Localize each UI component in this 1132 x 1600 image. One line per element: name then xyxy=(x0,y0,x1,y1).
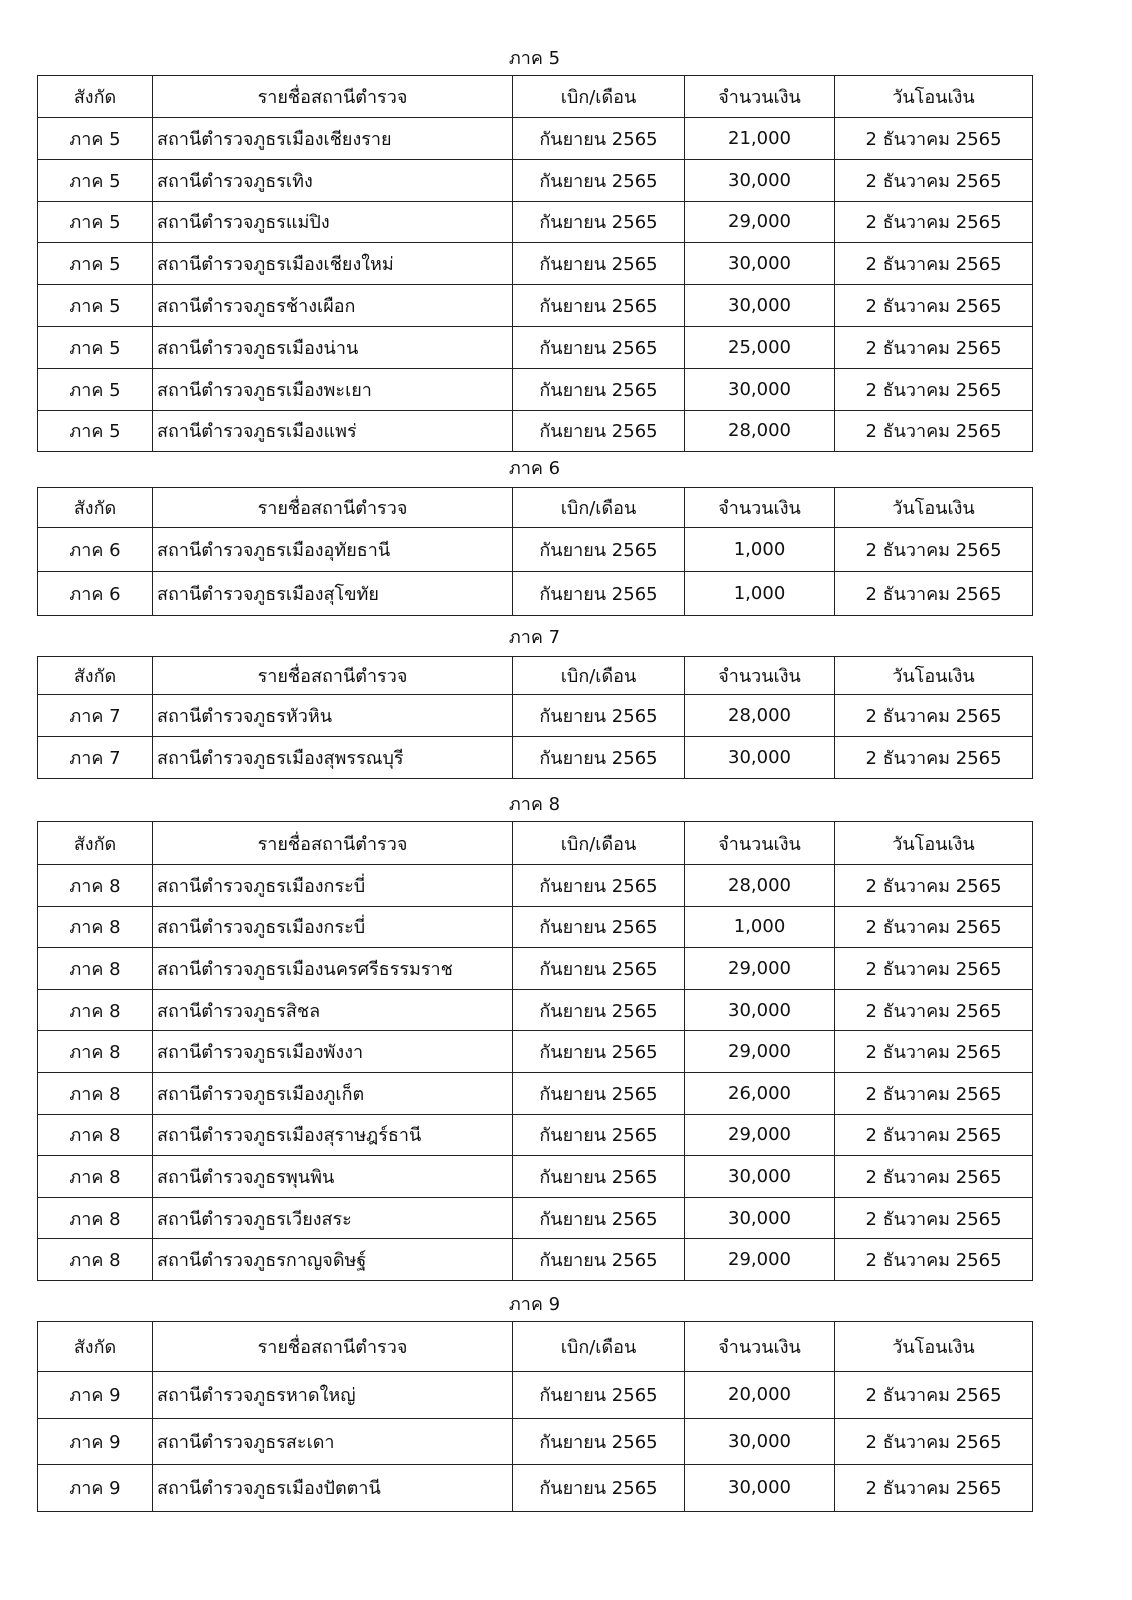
cell-month: กันยายน 2565 xyxy=(513,572,685,616)
header-station: รายชื่อสถานีตำรวจ xyxy=(153,822,513,865)
cell-unit: ภาค 8 xyxy=(38,906,153,948)
cell-amount: 28,000 xyxy=(685,695,835,737)
cell-amount: 29,000 xyxy=(685,201,835,243)
table-row xyxy=(38,1072,1033,1114)
cell-month: กันยายน 2565 xyxy=(513,285,685,327)
cell-station: สถานีตำรวจภูธรเวียงสระ xyxy=(153,1197,513,1239)
section-title: ภาค 9 xyxy=(508,1294,561,1315)
cell-amount: 29,000 xyxy=(685,1239,835,1281)
cell-amount: 30,000 xyxy=(685,1156,835,1198)
header-station: รายชื่อสถานีตำรวจ xyxy=(153,76,513,118)
header-month: เบิก/เดือน xyxy=(513,488,685,528)
table-row xyxy=(38,1114,1033,1156)
cell-unit: ภาค 8 xyxy=(38,1156,153,1198)
header-amount: จำนวนเงิน xyxy=(685,657,835,695)
cell-date: 2 ธันวาคม 2565 xyxy=(835,368,1033,410)
cell-month: กันยายน 2565 xyxy=(513,1239,685,1281)
cell-amount: 30,000 xyxy=(685,1197,835,1239)
cell-station: สถานีตำรวจภูธรเมืองแพร่ xyxy=(153,410,513,452)
header-amount: จำนวนเงิน xyxy=(685,76,835,118)
cell-amount: 30,000 xyxy=(685,368,835,410)
station-table xyxy=(37,487,1033,616)
cell-date: 2 ธันวาคม 2565 xyxy=(835,1114,1033,1156)
cell-month: กันยายน 2565 xyxy=(513,1197,685,1239)
cell-station: สถานีตำรวจภูธรสิชล xyxy=(153,989,513,1031)
header-unit: สังกัด xyxy=(38,822,153,865)
cell-date: 2 ธันวาคม 2565 xyxy=(835,118,1033,160)
table-row xyxy=(38,1372,1033,1419)
cell-date: 2 ธันวาคม 2565 xyxy=(835,1031,1033,1073)
cell-station: สถานีตำรวจภูธรเมืองเชียงใหม่ xyxy=(153,243,513,285)
cell-month: กันยายน 2565 xyxy=(513,989,685,1031)
table-row xyxy=(38,1465,1033,1512)
cell-unit: ภาค 8 xyxy=(38,1114,153,1156)
cell-unit: ภาค 5 xyxy=(38,118,153,160)
cell-month: กันยายน 2565 xyxy=(513,737,685,779)
cell-station: สถานีตำรวจภูธรหาดใหญ่ xyxy=(153,1372,513,1419)
cell-station: สถานีตำรวจภูธรเมืองนครศรีธรรมราช xyxy=(153,948,513,990)
header-date: วันโอนเงิน xyxy=(835,1322,1033,1372)
header-date: วันโอนเงิน xyxy=(835,822,1033,865)
header-amount: จำนวนเงิน xyxy=(685,1322,835,1372)
header-station: รายชื่อสถานีตำรวจ xyxy=(153,1322,513,1372)
cell-amount: 30,000 xyxy=(685,159,835,201)
cell-month: กันยายน 2565 xyxy=(513,1372,685,1419)
cell-station: สถานีตำรวจภูธรกาญจดิษฐ์ xyxy=(153,1239,513,1281)
cell-month: กันยายน 2565 xyxy=(513,948,685,990)
cell-station: สถานีตำรวจภูธรเมืองกระบี่ xyxy=(153,865,513,907)
cell-date: 2 ธันวาคม 2565 xyxy=(835,528,1033,572)
cell-month: กันยายน 2565 xyxy=(513,159,685,201)
cell-amount: 1,000 xyxy=(685,572,835,616)
cell-unit: ภาค 8 xyxy=(38,1197,153,1239)
section-title: ภาค 7 xyxy=(508,627,561,648)
cell-date: 2 ธันวาคม 2565 xyxy=(835,737,1033,779)
table-row xyxy=(38,906,1033,948)
table-header-row xyxy=(38,822,1033,865)
header-unit: สังกัด xyxy=(38,488,153,528)
table-row xyxy=(38,695,1033,737)
cell-date: 2 ธันวาคม 2565 xyxy=(835,410,1033,452)
header-unit: สังกัด xyxy=(38,657,153,695)
cell-amount: 29,000 xyxy=(685,948,835,990)
cell-unit: ภาค 9 xyxy=(38,1418,153,1465)
cell-station: สถานีตำรวจภูธรเมืองอุทัยธานี xyxy=(153,528,513,572)
table-row xyxy=(38,737,1033,779)
cell-station: สถานีตำรวจภูธรเทิง xyxy=(153,159,513,201)
cell-date: 2 ธันวาคม 2565 xyxy=(835,1156,1033,1198)
cell-month: กันยายน 2565 xyxy=(513,410,685,452)
table-row xyxy=(38,368,1033,410)
cell-amount: 30,000 xyxy=(685,1465,835,1512)
cell-unit: ภาค 9 xyxy=(38,1465,153,1512)
cell-date: 2 ธันวาคม 2565 xyxy=(835,572,1033,616)
cell-month: กันยายน 2565 xyxy=(513,326,685,368)
table-row xyxy=(38,159,1033,201)
cell-amount: 20,000 xyxy=(685,1372,835,1419)
cell-unit: ภาค 8 xyxy=(38,989,153,1031)
cell-station: สถานีตำรวจภูธรเมืองภูเก็ต xyxy=(153,1072,513,1114)
cell-amount: 26,000 xyxy=(685,1072,835,1114)
cell-date: 2 ธันวาคม 2565 xyxy=(835,326,1033,368)
station-table xyxy=(37,1321,1033,1512)
cell-date: 2 ธันวาคม 2565 xyxy=(835,989,1033,1031)
cell-station: สถานีตำรวจภูธรเมืองสุโขทัย xyxy=(153,572,513,616)
table-row xyxy=(38,118,1033,160)
cell-station: สถานีตำรวจภูธรเมืองน่าน xyxy=(153,326,513,368)
cell-date: 2 ธันวาคม 2565 xyxy=(835,243,1033,285)
cell-date: 2 ธันวาคม 2565 xyxy=(835,695,1033,737)
cell-unit: ภาค 8 xyxy=(38,1031,153,1073)
cell-amount: 21,000 xyxy=(685,118,835,160)
cell-date: 2 ธันวาคม 2565 xyxy=(835,1239,1033,1281)
header-station: รายชื่อสถานีตำรวจ xyxy=(153,657,513,695)
cell-date: 2 ธันวาคม 2565 xyxy=(835,285,1033,327)
header-amount: จำนวนเงิน xyxy=(685,488,835,528)
cell-station: สถานีตำรวจภูธรเมืองพะเยา xyxy=(153,368,513,410)
cell-month: กันยายน 2565 xyxy=(513,118,685,160)
cell-date: 2 ธันวาคม 2565 xyxy=(835,201,1033,243)
cell-month: กันยายน 2565 xyxy=(513,1418,685,1465)
cell-station: สถานีตำรวจภูธรหัวหิน xyxy=(153,695,513,737)
table-row xyxy=(38,948,1033,990)
station-table xyxy=(37,656,1033,779)
cell-unit: ภาค 5 xyxy=(38,201,153,243)
cell-amount: 1,000 xyxy=(685,528,835,572)
cell-amount: 30,000 xyxy=(685,285,835,327)
cell-unit: ภาค 6 xyxy=(38,528,153,572)
cell-month: กันยายน 2565 xyxy=(513,1031,685,1073)
table-row xyxy=(38,326,1033,368)
cell-amount: 29,000 xyxy=(685,1031,835,1073)
cell-unit: ภาค 5 xyxy=(38,326,153,368)
cell-amount: 30,000 xyxy=(685,243,835,285)
station-table xyxy=(37,821,1033,1281)
header-month: เบิก/เดือน xyxy=(513,657,685,695)
header-unit: สังกัด xyxy=(38,1322,153,1372)
cell-station: สถานีตำรวจภูธรเมืองกระบี่ xyxy=(153,906,513,948)
cell-date: 2 ธันวาคม 2565 xyxy=(835,906,1033,948)
cell-month: กันยายน 2565 xyxy=(513,243,685,285)
table-row xyxy=(38,285,1033,327)
table-row xyxy=(38,243,1033,285)
header-month: เบิก/เดือน xyxy=(513,1322,685,1372)
cell-month: กันยายน 2565 xyxy=(513,368,685,410)
cell-station: สถานีตำรวจภูธรแม่ปิง xyxy=(153,201,513,243)
cell-month: กันยายน 2565 xyxy=(513,1114,685,1156)
cell-unit: ภาค 5 xyxy=(38,368,153,410)
cell-station: สถานีตำรวจภูธรเมืองสุราษฎร์ธานี xyxy=(153,1114,513,1156)
section-title: ภาค 5 xyxy=(508,48,561,69)
section-title: ภาค 6 xyxy=(508,458,561,479)
cell-unit: ภาค 5 xyxy=(38,410,153,452)
cell-month: กันยายน 2565 xyxy=(513,865,685,907)
cell-month: กันยายน 2565 xyxy=(513,906,685,948)
cell-month: กันยายน 2565 xyxy=(513,528,685,572)
cell-unit: ภาค 8 xyxy=(38,865,153,907)
header-date: วันโอนเงิน xyxy=(835,76,1033,118)
table-header-row xyxy=(38,1322,1033,1372)
table-row xyxy=(38,1031,1033,1073)
cell-date: 2 ธันวาคม 2565 xyxy=(835,1197,1033,1239)
cell-station: สถานีตำรวจภูธรสะเดา xyxy=(153,1418,513,1465)
table-row xyxy=(38,410,1033,452)
cell-unit: ภาค 5 xyxy=(38,285,153,327)
cell-date: 2 ธันวาคม 2565 xyxy=(835,1072,1033,1114)
cell-date: 2 ธันวาคม 2565 xyxy=(835,948,1033,990)
cell-unit: ภาค 8 xyxy=(38,1239,153,1281)
cell-station: สถานีตำรวจภูธรเมืองสุพรรณบุรี xyxy=(153,737,513,779)
cell-month: กันยายน 2565 xyxy=(513,1072,685,1114)
station-table xyxy=(37,75,1033,452)
cell-unit: ภาค 9 xyxy=(38,1372,153,1419)
header-station: รายชื่อสถานีตำรวจ xyxy=(153,488,513,528)
cell-date: 2 ธันวาคม 2565 xyxy=(835,159,1033,201)
table-row xyxy=(38,1239,1033,1281)
table-row xyxy=(38,528,1033,572)
header-unit: สังกัด xyxy=(38,76,153,118)
cell-month: กันยายน 2565 xyxy=(513,201,685,243)
table-row xyxy=(38,572,1033,616)
cell-unit: ภาค 8 xyxy=(38,948,153,990)
table-row xyxy=(38,201,1033,243)
cell-amount: 29,000 xyxy=(685,1114,835,1156)
header-month: เบิก/เดือน xyxy=(513,822,685,865)
table-header-row xyxy=(38,657,1033,695)
cell-unit: ภาค 7 xyxy=(38,737,153,779)
header-amount: จำนวนเงิน xyxy=(685,822,835,865)
cell-amount: 30,000 xyxy=(685,1418,835,1465)
table-header-row xyxy=(38,488,1033,528)
header-date: วันโอนเงิน xyxy=(835,488,1033,528)
header-month: เบิก/เดือน xyxy=(513,76,685,118)
table-row xyxy=(38,1197,1033,1239)
cell-date: 2 ธันวาคม 2565 xyxy=(835,865,1033,907)
cell-station: สถานีตำรวจภูธรเมืองเชียงราย xyxy=(153,118,513,160)
cell-date: 2 ธันวาคม 2565 xyxy=(835,1372,1033,1419)
section-title: ภาค 8 xyxy=(508,794,561,815)
table-header-row xyxy=(38,76,1033,118)
cell-amount: 25,000 xyxy=(685,326,835,368)
table-row xyxy=(38,1418,1033,1465)
cell-unit: ภาค 7 xyxy=(38,695,153,737)
cell-month: กันยายน 2565 xyxy=(513,1156,685,1198)
cell-amount: 28,000 xyxy=(685,410,835,452)
cell-station: สถานีตำรวจภูธรพุนพิน xyxy=(153,1156,513,1198)
cell-unit: ภาค 6 xyxy=(38,572,153,616)
cell-amount: 1,000 xyxy=(685,906,835,948)
table-row xyxy=(38,1156,1033,1198)
cell-unit: ภาค 5 xyxy=(38,243,153,285)
cell-station: สถานีตำรวจภูธรเมืองปัตตานี xyxy=(153,1465,513,1512)
table-row xyxy=(38,989,1033,1031)
cell-date: 2 ธันวาคม 2565 xyxy=(835,1465,1033,1512)
cell-month: กันยายน 2565 xyxy=(513,1465,685,1512)
cell-amount: 30,000 xyxy=(685,737,835,779)
cell-month: กันยายน 2565 xyxy=(513,695,685,737)
cell-date: 2 ธันวาคม 2565 xyxy=(835,1418,1033,1465)
table-row xyxy=(38,865,1033,907)
cell-amount: 30,000 xyxy=(685,989,835,1031)
cell-station: สถานีตำรวจภูธรเมืองพังงา xyxy=(153,1031,513,1073)
cell-station: สถานีตำรวจภูธรช้างเผือก xyxy=(153,285,513,327)
cell-unit: ภาค 8 xyxy=(38,1072,153,1114)
header-date: วันโอนเงิน xyxy=(835,657,1033,695)
cell-unit: ภาค 5 xyxy=(38,159,153,201)
cell-amount: 28,000 xyxy=(685,865,835,907)
